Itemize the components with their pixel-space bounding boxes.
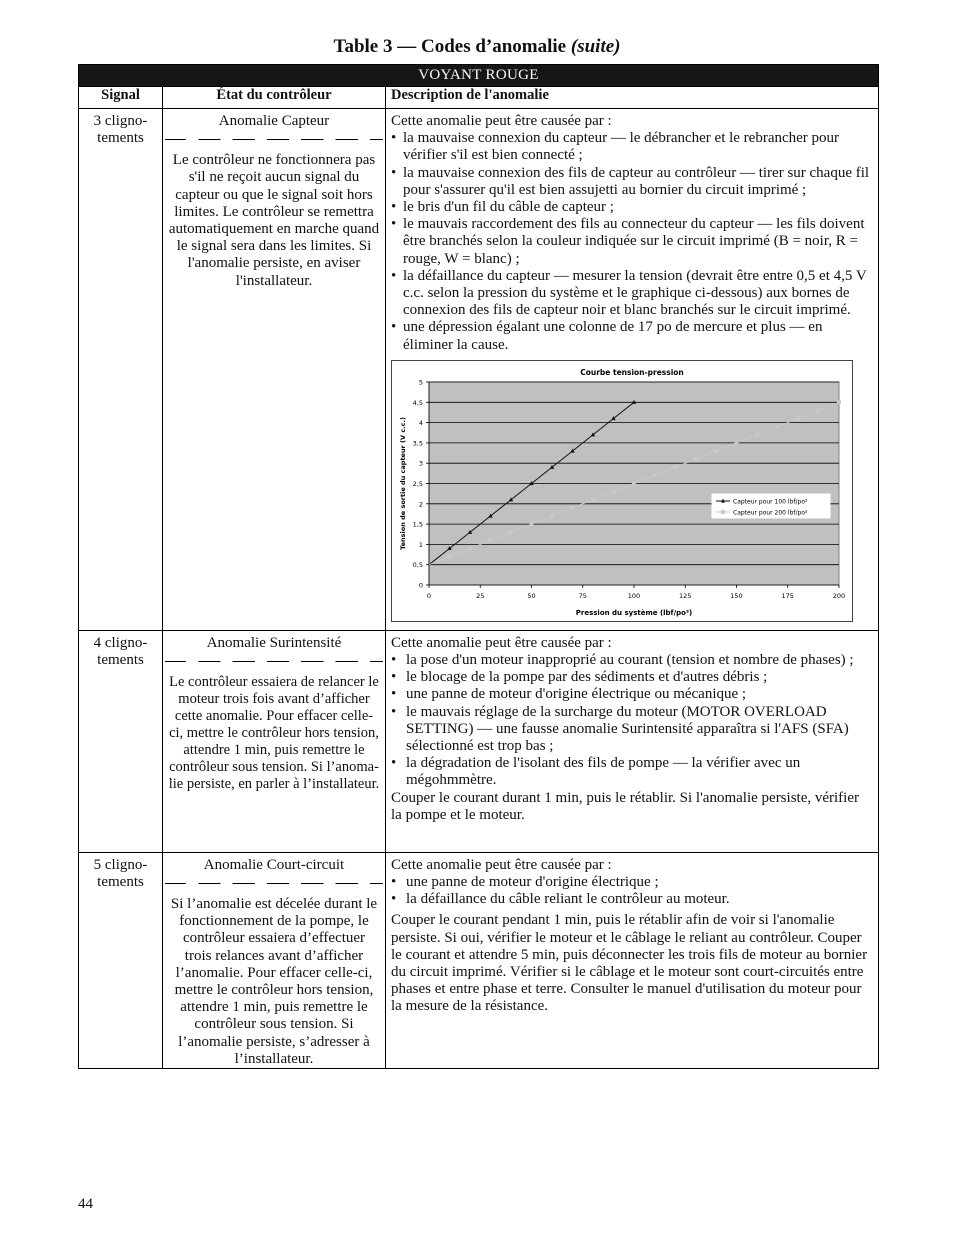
y-axis-label: Tension de sortie du capteur (V c.c.)	[399, 416, 407, 550]
x-tick-label: 0	[426, 591, 432, 600]
y-tick-label: 4	[418, 418, 423, 427]
table-row	[79, 852, 879, 1068]
list-item: • la pose d'un moteur inapproprié au courant (tension et nombre de phases) ;	[391, 652, 873, 669]
state-cell	[163, 630, 386, 852]
description-intro: Cette anomalie peut être causée par :	[391, 856, 612, 873]
y-tick-label: 3	[418, 459, 423, 468]
state-text: Le contrôleur essaiera de relancer le moteur trois fois avant d’afficher cette anomalie. Pour effacer celle-ci, mettre le contrôleur hors tension, attendre 1 min, puis remettre le contrôleur sous tension. Si l’anoma-lie persiste, en parler à l’installateur.	[168, 674, 380, 793]
data-point	[489, 538, 493, 542]
data-point	[837, 400, 841, 404]
cause-list	[391, 130, 873, 354]
description-closing: Couper le courant durant 1 min, puis le rétablir. Si l'anomalie persiste, vérifier la pompe et le moteur.	[391, 789, 859, 823]
x-tick-label: 125	[679, 591, 692, 600]
x-tick-label: 50	[527, 591, 536, 600]
data-point	[448, 554, 452, 558]
state-text: Le contrôleur ne fonctionnera pas s'il ne reçoit aucun signal du capteur ou que le signal soit hors limites. Le contrôleur se remettra automatiquement en marche quand le signal sera dans les limites. Si l'anomalie persiste, en aviser l'installateur.	[168, 152, 380, 289]
data-point	[509, 530, 513, 534]
state-cell	[163, 109, 386, 631]
data-point	[714, 449, 718, 453]
legend-label: Capteur pour 100 lbf/po²	[733, 498, 808, 506]
list-item: • le blocage de la pompe par des sédiments et d'autres débris ;	[391, 669, 873, 686]
cause-list	[391, 874, 873, 908]
signal-cell	[79, 109, 163, 631]
list-item: • la mauvaise connexion du capteur — le débrancher et le rebrancher pour vérifier s'il est bien connecté ;	[391, 130, 873, 164]
data-point	[530, 522, 534, 526]
data-point	[632, 481, 636, 485]
y-tick-label: 2,5	[412, 479, 423, 488]
fault-name: Anomalie Surintensité	[206, 634, 342, 651]
page-title: Table 3 — Codes d’anomalie (suite)	[333, 36, 621, 57]
list-item: • la défaillance du capteur — mesurer la tension (devrait être entre 0,5 et 4,5 V c.c. selon la pression du système et le graphique ci-dessous) aux bornes de connexion des fils de capteur noir et blanc branchés sur le circuit imprimé.	[391, 268, 873, 320]
page-number: 44	[78, 1196, 93, 1212]
dashed-divider	[165, 139, 383, 140]
list-item: • une panne de moteur d'origine électrique ou mécanique ;	[391, 686, 873, 703]
legend-swatch-marker	[721, 510, 725, 514]
state-text: Si l’anomalie est décelée durant le fonctionnement de la pompe, le contrôleur essaiera d’effectuer trois relances avant d’afficher l’anomalie. Pour effacer celle-ci, mettre le contrôleur hors tension, attendre 1 min, puis remettre le contrôleur sous tension. Si l’anomalie persiste, s’adresser à l’installateur.	[170, 896, 378, 1067]
table-band-header: VOYANT ROUGE	[79, 65, 879, 87]
x-tick-label: 75	[578, 591, 587, 600]
chart-svg	[392, 361, 852, 621]
data-point	[468, 546, 472, 550]
data-point	[776, 425, 780, 429]
x-tick-label: 200	[832, 591, 846, 600]
y-tick-label: 0	[418, 581, 423, 590]
y-tick-label: 5	[418, 378, 423, 387]
description-cell	[386, 630, 879, 852]
list-item: • une panne de moteur d'origine électrique ;	[391, 874, 873, 891]
signal-text: 4 cligno- tements	[93, 634, 148, 668]
fault-code-table	[78, 64, 879, 1069]
data-point	[735, 441, 739, 445]
cause-list	[391, 652, 873, 790]
list-item: • le bris d'un fil du câble de capteur ;	[391, 199, 873, 216]
data-point	[571, 506, 575, 510]
table-row	[79, 109, 879, 631]
legend-label: Capteur pour 200 lbf/po²	[733, 509, 808, 517]
list-item: • le mauvais réglage de la surcharge du moteur (MOTOR OVERLOAD SETTING) — une fausse anomalie Surintensité apparaîtra si l'AFS (SFA) sélectionné est trop bas ;	[391, 704, 873, 756]
list-item: • la dégradation de l'isolant des fils de pompe — la vérifier avec un mégohmmètre.	[391, 755, 873, 789]
description-intro: Cette anomalie peut être causée par :	[391, 113, 612, 129]
y-tick-label: 2	[418, 500, 423, 509]
state-cell	[163, 852, 386, 1068]
data-point	[612, 489, 616, 493]
x-axis-label: Pression du système (lbf/po²)	[575, 608, 693, 617]
description-intro: Cette anomalie peut être causée par :	[391, 634, 612, 651]
data-point	[591, 498, 595, 502]
data-point	[673, 465, 677, 469]
y-tick-label: 1	[418, 540, 423, 549]
y-tick-label: 0,5	[412, 561, 423, 570]
y-tick-label: 4,5	[412, 398, 423, 407]
signal-cell	[79, 630, 163, 852]
list-item: • la mauvaise connexion des fils de capteur au contrôleur — tirer sur chaque fil pour s'assurer qu'il est bien assujetti au bornier du circuit imprimé ;	[391, 165, 873, 199]
fault-name: Anomalie Capteur	[218, 113, 330, 129]
description-closing: Couper le courant pendant 1 min, puis le rétablir afin de voir si l'anomalie persiste. Si oui, vérifier le moteur et le câblage le reliant au contrôleur. Couper le courant et attendre 5 min, puis déconnecter les trois fils de moteur au bornier du circuit imprimé. Vérifier si le câblage et le moteur sont court-circuités entre phases et entre phase et terre. Consulter le manuel d'utilisation du moteur pour la mesure de la résistance.	[391, 912, 868, 1015]
y-tick-label: 1,5	[412, 520, 423, 529]
y-tick-label: 3,5	[412, 439, 423, 448]
column-header-signal: Signal	[79, 87, 163, 109]
data-point	[796, 416, 800, 420]
signal-text: 5 cligno- tements	[93, 856, 148, 890]
table-row	[79, 630, 879, 852]
list-item: • une dépression égalant une colonne de 17 po de mercure et plus — en éliminer la cause.	[391, 319, 873, 353]
voltage-pressure-chart	[391, 360, 853, 622]
dashed-divider	[165, 883, 383, 884]
fault-name: Anomalie Court-circuit	[203, 856, 345, 873]
data-point	[694, 457, 698, 461]
data-point	[755, 433, 759, 437]
list-item: • le mauvais raccordement des fils au connecteur du capteur — les fils doivent être branchés selon la couleur indiquée sur le circuit imprimé (B = noir, R = rouge, W = blanc) ;	[391, 216, 873, 268]
description-cell	[386, 109, 879, 631]
signal-text: 3 cligno- tements	[93, 113, 148, 146]
x-tick-label: 25	[476, 591, 485, 600]
column-header-description: Description de l'anomalie	[386, 87, 879, 109]
data-point	[550, 514, 554, 518]
column-header-state: État du contrôleur	[163, 87, 386, 109]
list-item: • la défaillance du câble reliant le contrôleur au moteur.	[391, 891, 873, 908]
x-tick-label: 100	[627, 591, 641, 600]
data-point	[653, 473, 657, 477]
dashed-divider	[165, 661, 383, 662]
x-tick-label: 175	[781, 591, 794, 600]
signal-cell	[79, 852, 163, 1068]
chart-title: Courbe tension-pression	[580, 367, 684, 377]
x-tick-label: 150	[730, 591, 743, 600]
description-cell	[386, 852, 879, 1068]
data-point	[817, 408, 821, 412]
